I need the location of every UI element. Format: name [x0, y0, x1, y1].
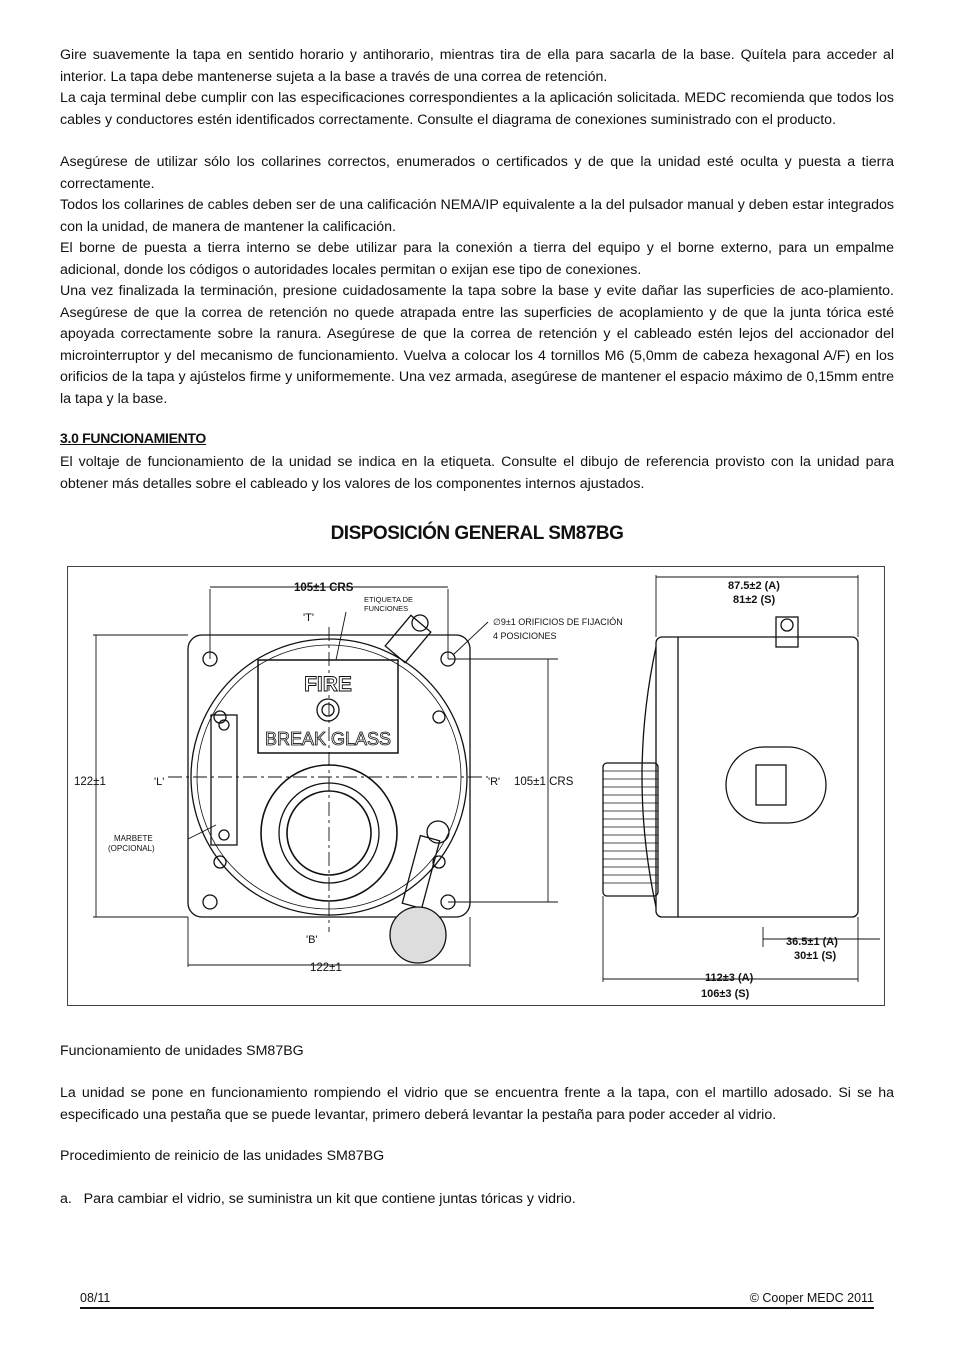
paragraph-reassembly: Una vez finalizada la terminación, presione cuidadosamente la tapa sobre la base y evite dañar las superficies de aco-plamiento. Asegúrese de que la correa de retención no quede atrapada entre las superficies de acoplamiento y de que la junta tórica esté apoyada correctamente sobre la ranura. Asegúrese de que la correa de retención y el cableado estén lejos del accionador del microinterruptor y del mecanismo de funcionamiento. Vuelva a colocar los 4 tornillos M6 (5,0mm de cabeza hexagonal A/F) en los orificios de la tapa y ajústelos firme y uniformemente. Una vez armada, asegúrese de mantener el espacio máximo de 0,15mm entre la tapa y la base. [60, 283, 894, 407]
push-button-inner [322, 704, 334, 716]
dim-crs-top: 105±1 CRS [294, 582, 354, 594]
side-cover-profile [642, 647, 656, 907]
fixing-hole-bottom-left [203, 895, 217, 909]
label-funciones: FUNCIONES [364, 604, 409, 613]
label-fire: FIRE [304, 673, 352, 696]
label-opcional: (OPCIONAL) [108, 844, 155, 853]
paragraph-reset-title: Procedimiento de reinicio de las unidades SM87BG [60, 1148, 385, 1164]
knurl-lines [603, 771, 658, 883]
label-l: 'L' [154, 776, 165, 788]
general-arrangement-drawing [67, 566, 885, 1006]
tag-screw-bottom [219, 830, 229, 840]
paragraph-terminal-box: La caja terminal debe cumplir con las especificaciones correspondientes a la aplicación solicitada. MEDC recomienda que todos los cables y conductores estén identificados correctamente. Consulte el diagrama de conexiones suministrado con el producto. [60, 90, 894, 128]
side-view [603, 617, 858, 917]
paragraph-operation-title: Funcionamiento de unidades SM87BG [60, 1043, 304, 1059]
side-gland [776, 617, 798, 647]
dim-365: 36.5±1 (A) [786, 936, 838, 948]
footer-copyright: © Cooper MEDC 2011 [749, 1291, 874, 1305]
dim-crs-right: 105±1 CRS [514, 776, 574, 788]
paragraph-operation-voltage: El voltaje de funcionamiento de la unidad se indica en la etiqueta. Consulte el dibujo de referencia provisto con la unidad para obtener más detalles sobre el cableado y los valores de los componentes internos ajustados. [60, 454, 894, 492]
paragraph-operation-body: La unidad se pone en funcionamiento rompiendo el vidrio que se encuentra frente a la tapa, con el martillo adosado. Si se ha especificado una pestaña que se puede levantar, primero deberá levantar la pestaña para poder acceder al vidrio. [60, 1085, 894, 1123]
dim-112: 112±3 (A) [705, 972, 754, 984]
footer-date: 08/11 [80, 1291, 111, 1305]
dim-left-122: 122±1 [74, 776, 106, 788]
label-break-glass: BREAK GLASS [264, 729, 392, 749]
label-orificios: ∅9±1 ORIFICIOS DE FIJACIÓN [493, 617, 623, 627]
push-button-outer [317, 699, 339, 721]
dim-bottom-122: 122±1 [310, 962, 342, 974]
drawing-canvas [68, 567, 884, 1005]
side-body [656, 637, 858, 917]
paragraph-glands: Asegúrese de utilizar sólo los collarines correctos, enumerados o certificados y de que la unidad esté oculta y puesta a tierra correctamente. [60, 154, 894, 192]
label-t: 'T' [303, 612, 314, 624]
footer-rule [80, 1307, 874, 1309]
dim-30: 30±1 (S) [794, 950, 837, 962]
paragraph-earth-terminal: El borne de puesta a tierra interno se debe utilizar para la conexión a tierra del equipo y el borne externo, para un empalme adicional, donde los códigos o autoridades locales permitan o exijan ese tipo de conexiones. [60, 240, 894, 278]
hammer-head [390, 907, 446, 963]
dim-106: 106±3 (S) [701, 988, 750, 1000]
section-heading: 3.0 FUNCIONAMIENTO [60, 430, 207, 446]
side-dimension-lines [603, 575, 880, 982]
label-posiciones: 4 POSICIONES [493, 631, 557, 641]
dim-depth-a: 87.5±2 (A) [728, 580, 780, 592]
side-gland-cap [781, 619, 793, 631]
figure-title: DISPOSICIÓN GENERAL SM87BG [330, 523, 624, 544]
cable-gland [385, 615, 431, 662]
label-b: 'B' [306, 934, 318, 946]
label-etiqueta: ETIQUETA DE [364, 595, 414, 604]
side-labels [701, 580, 838, 1000]
side-entry-terminal [756, 765, 786, 805]
paragraph-reset-step-a: a. Para cambiar el vidrio, se suministra un kit que contiene juntas tóricas y vidrio. [60, 1191, 576, 1207]
paragraph-cover-removal: Gire suavemente la tapa en sentido horario y antihorario, mientras tira de ella para sacarla de la base. Quítela para acceder al interior. La tapa debe mantenerse sujeta a la base a través de una correa de retención. [60, 47, 894, 85]
paragraph-nema-ip: Todos los collarines de cables deben ser de una calificación NEMA/IP equivalente a la del pulsador manual y deben estar integrados con la unidad, de manera de mantener la calificación. [60, 197, 894, 235]
label-r: 'R' [488, 776, 501, 788]
side-entry-boss [726, 747, 826, 823]
screw-right-upper [433, 711, 445, 723]
dim-depth-s: 81±2 (S) [733, 594, 776, 606]
label-marbete: MARBETE [114, 834, 153, 843]
